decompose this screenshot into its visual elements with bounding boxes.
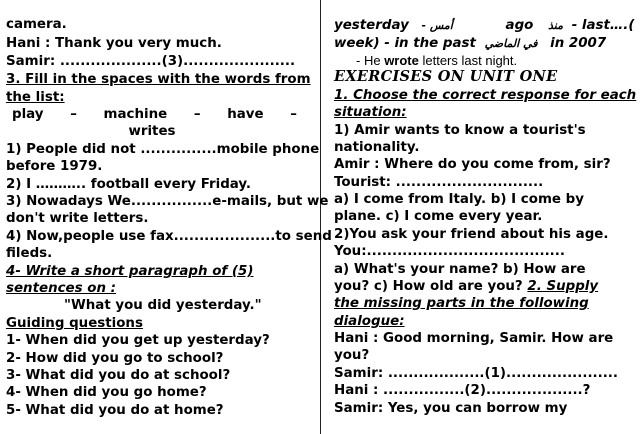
text-line: camera. (6, 17, 67, 32)
answer-text: you? c) How old are you? (334, 279, 523, 294)
example-text: letters last night. (422, 53, 518, 68)
example-text: - He (356, 53, 381, 68)
guiding-question: 1- When did you get up yesterday? (6, 333, 270, 348)
unit-title: EXERCISES ON UNIT ONE (334, 68, 558, 85)
text-line: Hani : Thank you very much. (6, 36, 222, 51)
dialogue-line: you? (334, 348, 370, 363)
situation-1: nationality. (334, 140, 420, 155)
guiding-question: 5- What did you do at home? (6, 403, 224, 418)
situation-1: 1) Amir wants to know a tourist's (334, 123, 586, 138)
example-verb: wrote (384, 53, 419, 68)
sentence-4: 4) Now,people use fax....................to send (6, 229, 332, 244)
word-separator: – (70, 107, 77, 122)
sentence-1: before 1979. (6, 159, 103, 174)
dialogue-line: Tourist: ............................. (334, 175, 544, 190)
question-4-heading: sentences on : (6, 281, 117, 296)
question-1-heading: 1. Choose the correct response for each (334, 88, 637, 103)
vocab-line (334, 17, 635, 34)
question-2-heading: dialogue: (334, 314, 405, 329)
guiding-question: 4- When did you go home? (6, 385, 207, 400)
vocab-word: yesterday (334, 18, 409, 33)
example-sentence (356, 52, 517, 69)
vocab-line (334, 35, 606, 52)
question-1-heading: situation: (334, 105, 407, 120)
sentence-1: 1) People did not ...............mobile phone (6, 142, 320, 157)
word-item: play (12, 107, 44, 122)
guiding-question: 3- What did you do at school? (6, 368, 231, 383)
word-item: writes (128, 124, 176, 139)
answer-options: a) I come from Italy. b) I come by (334, 192, 584, 207)
text-line: Samir: ....................(3)...................... (6, 54, 296, 69)
guiding-question: 2- How did you go to school? (6, 351, 224, 366)
word-separator: – (290, 107, 297, 122)
word-separator: – (193, 107, 201, 122)
dialogue-line: You:....................................... (334, 244, 565, 259)
guiding-questions-title: Guiding questions (6, 316, 143, 331)
arabic-gloss: أمس - (421, 19, 453, 32)
dialogue-line: Hani : ................(2)...................? (334, 383, 591, 398)
question-2-heading: the missing parts in the following (334, 296, 589, 311)
vocab-word: week) - in the past (334, 36, 476, 51)
situation-2: 2)You ask your friend about his age. (334, 227, 609, 242)
word-item: have (227, 107, 264, 122)
question-4-heading: 4- Write a short paragraph of (5) (6, 264, 254, 279)
arabic-gloss: منذ (548, 19, 564, 32)
answer-options (334, 278, 598, 295)
vocab-word: ago (505, 18, 534, 33)
question-3-heading: 3. Fill in the spaces with the words from (6, 72, 311, 87)
word-item: machine (103, 107, 168, 122)
question-2-heading: 2. Supply (527, 279, 599, 294)
sentence-4: fileds. (6, 246, 53, 261)
column-divider (320, 0, 321, 434)
dialogue-line: Hani : Good morning, Samir. How are (334, 331, 614, 346)
sentence-3: don't write letters. (6, 211, 149, 226)
answer-options: a) What's your name? b) How are (334, 262, 586, 277)
sentence-3: 3) Nowadays We................e-mails, but we (6, 194, 329, 209)
paragraph-topic: "What you did yesterday." (64, 298, 262, 313)
dialogue-line: Amir : Where do you come from, sir? (334, 157, 611, 172)
sentence-2: 2) I ……….. football every Friday. (6, 177, 252, 192)
dialogue-line: Samir: Yes, you can borrow my (334, 401, 568, 416)
question-3-heading: the list: (6, 90, 65, 105)
answer-options: plane. c) I come every year. (334, 209, 543, 224)
dialogue-line: Samir: ...................(1)...................... (334, 366, 618, 381)
arabic-gloss: في الماضي (484, 37, 538, 50)
vocab-word: in 2007 (550, 36, 607, 51)
vocab-word: - last….( (571, 18, 635, 33)
word-list (12, 106, 297, 123)
